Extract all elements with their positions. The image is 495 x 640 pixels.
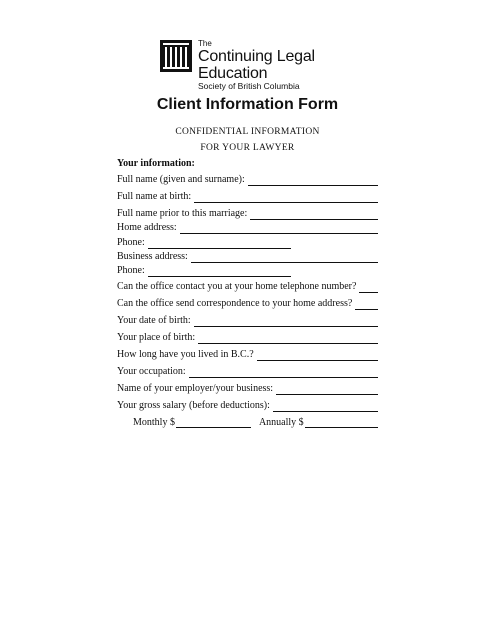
- field-name-prior-marriage: [117, 206, 378, 220]
- field-label: Can the office send correspondence to your home address?: [117, 298, 353, 309]
- fill-line[interactable]: [148, 266, 291, 277]
- cle-logo: [160, 39, 340, 91]
- section-heading: Your information:: [117, 158, 195, 169]
- field-label: Your gross salary (before deductions):: [117, 400, 270, 411]
- fill-line[interactable]: [191, 252, 378, 263]
- fill-line[interactable]: [148, 238, 291, 249]
- field-label: Home address:: [117, 222, 177, 233]
- logo-name: Continuing Legal Education: [198, 48, 315, 82]
- field-employer: [117, 381, 378, 395]
- fill-line[interactable]: [273, 401, 378, 412]
- field-place-of-birth: [117, 330, 378, 344]
- fill-line[interactable]: [189, 367, 378, 378]
- field-label: Your date of birth:: [117, 315, 191, 326]
- monthly-fill-line[interactable]: [176, 417, 251, 428]
- fill-line[interactable]: [194, 316, 378, 327]
- annually-label: Annually $: [258, 417, 304, 428]
- field-occupation: [117, 364, 378, 378]
- confidential-line-2: FOR YOUR LAWYER: [200, 143, 295, 153]
- field-business-phone: [117, 263, 291, 277]
- confidential-line-1: CONFIDENTIAL INFORMATION: [175, 127, 320, 137]
- field-business-address: [117, 249, 378, 263]
- field-date-of-birth: [117, 313, 378, 327]
- confidential-notice: [0, 124, 495, 156]
- field-home-address: [117, 220, 378, 234]
- field-label: Your occupation:: [117, 366, 186, 377]
- logo-the: The: [198, 39, 212, 48]
- salary-amounts: [133, 414, 378, 428]
- field-label: Phone:: [117, 237, 145, 248]
- field-label: Can the office contact you at your home telephone number?: [117, 281, 357, 292]
- field-label: How long have you lived in B.C.?: [117, 349, 254, 360]
- field-label: Name of your employer/your business:: [117, 383, 274, 394]
- fill-line[interactable]: [257, 350, 378, 361]
- field-label: Business address:: [117, 251, 188, 262]
- field-contact-home-phone: [117, 279, 378, 293]
- logo-subtitle: Society of British Columbia: [198, 81, 300, 91]
- fill-line[interactable]: [250, 209, 378, 220]
- form-title: Client Information Form: [156, 96, 339, 113]
- fill-line[interactable]: [180, 223, 378, 234]
- field-home-phone: [117, 235, 291, 249]
- field-label: Full name prior to this marriage:: [117, 208, 248, 219]
- field-label: Full name at birth:: [117, 191, 192, 202]
- fill-line[interactable]: [359, 282, 378, 293]
- fill-line[interactable]: [194, 192, 378, 203]
- field-label: Phone:: [117, 265, 145, 276]
- field-full-name: [117, 172, 378, 186]
- monthly-label: Monthly $: [133, 417, 175, 428]
- annually-fill-line[interactable]: [305, 417, 378, 428]
- fill-line[interactable]: [276, 384, 378, 395]
- fill-line[interactable]: [355, 299, 378, 310]
- field-gross-salary: [117, 398, 378, 412]
- field-years-in-bc: [117, 347, 378, 361]
- columns-logo-icon: [160, 40, 192, 72]
- field-label: Your place of birth:: [117, 332, 196, 343]
- fill-line[interactable]: [198, 333, 378, 344]
- field-correspondence-home: [117, 296, 378, 310]
- field-name-at-birth: [117, 189, 378, 203]
- fill-line[interactable]: [248, 175, 378, 186]
- field-label: Full name (given and surname):: [117, 174, 245, 185]
